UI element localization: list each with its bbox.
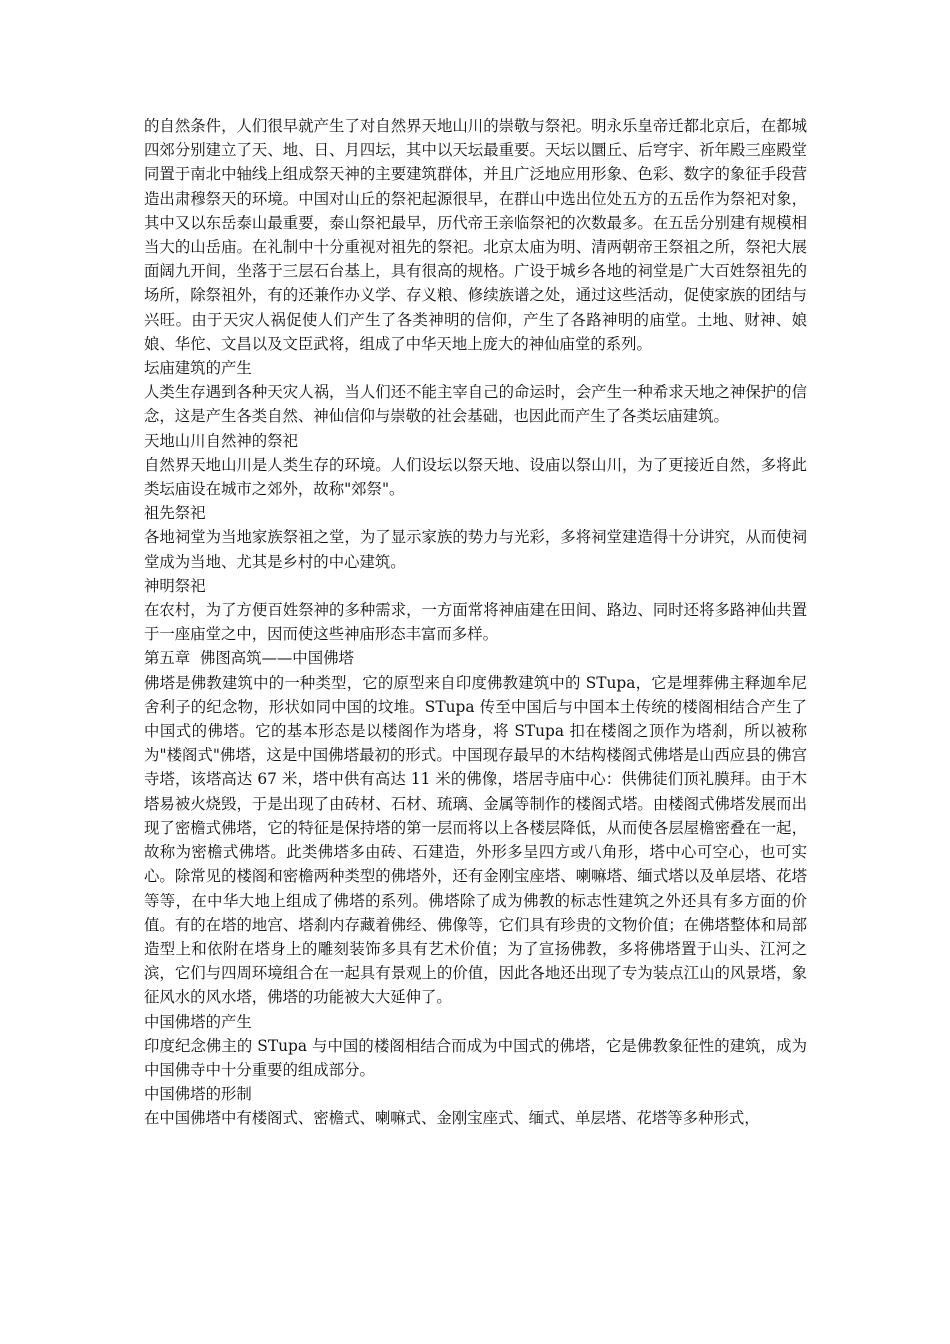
body-paragraph: 在中国佛塔中有楼阁式、密檐式、喇嘛式、金刚宝座式、缅式、单层塔、花塔等多种形式， [144,1109,760,1128]
body-paragraph: 在农村，为了方便百姓祭神的多种需求，一方面常将神庙建在田间、路边、同时还将多路神仙共置于一座庙堂之中，因而使这些神庙形态丰富而多样。 [144,601,807,644]
body-paragraph: 自然界天地山川是人类生存的环境。人们设坛以祭天地、设庙以祭山川，为了更接近自然，多将此类坛庙设在城市之郊外，故称"郊祭"。 [144,455,807,499]
body-paragraph: 印度纪念佛主的 STupa 与中国的楼阁相结合而成为中国式的佛塔，它是佛教象征性的建筑，成为中国佛寺中十分重要的组成部分。 [144,1036,807,1079]
body-paragraph: 各地祠堂为当地家族祭祖之堂，为了显示家族的势力与光彩，多将祠堂建造得十分讲究，从而使祠堂成为当地、尤其是乡村的中心建筑。 [144,528,807,571]
body-paragraph: 的自然条件，人们很早就产生了对自然界天地山川的崇敬与祭祀。明永乐皇帝迁都北京后，在都城四郊分别建立了天、地、日、月四坛，其中以天坛最重要。天坛以圜丘、后穹宇、祈年殿三座殿堂同置于南北中轴线上组成祭天神的主要建筑群体，并且广泛地应用形象、色彩、数字的象征手段营造出肃穆祭天的环境。中国对山丘的祭祀起源很早，在群山中选出位处五方的五岳作为祭祀对象，其中又以东岳泰山最重要，泰山祭祀最早，历代帝王亲临祭祀的次数最多。在五岳分别建有规模相当大的山岳庙。在礼制中十分重视对祖先的祭祀。北京太庙为明、清两朝帝王祭祖之所，祭祀大展面阔九开间，坐落于三层石台基上，具有很高的规格。广设于城乡各地的祠堂是广大百姓祭祖先的场所，除祭祖外，有的还兼作办义学、存义粮、修续族谱之处，通过这些活动，促使家族的团结与兴旺。由于天灾人祸促使人们产生了各类神明的信仰，产生了各路神明的庙堂。土地、财神、娘娘、华佗、文昌以及文臣武将，组成了中华天地上庞大的神仙庙堂的系列。 [144,117,807,353]
document-page [144,114,807,1131]
body-paragraph: 佛塔是佛教建筑中的一种类型，它的原型来自印度佛教建筑中的 STupa，它是埋葬佛主释迦牟尼舍利子的纪念物，形状如同中国的坟堆。STupa 传至中国后与中国本土传统的楼阁相结合产生了中国式的佛塔。它的基本形态是以楼阁作为塔身，将 STupa 扣在楼阁之顶作为塔刹，所以被称为"楼阁式"佛塔，这是中国佛塔最初的形式。中国现存最早的木结构楼阁式佛塔是山西应县的佛宫寺塔，该塔高达 67 米，塔中供有高达 11 米的佛像，塔居寺庙中心：供佛徒们顶礼膜拜。由于木塔易被火烧毁，于是出现了由砖材、石材、琉璃、金属等制作的楼阁式塔。由楼阁式佛塔发展而出现了密檐式佛塔，它的特征是保持塔的第一层而将以上各楼层降低，从而使各层屋檐密叠在一起，故称为密檐式佛塔。此类佛塔多由砖、石建造，外形多呈四方或八角形，塔中心可空心，也可实心。除常见的楼阁和密檐两种类型的佛塔外，还有金刚宝座塔、喇嘛塔、缅式塔以及单层塔、花塔等等，在中华大地上组成了佛塔的系列。佛塔除了成为佛教的标志性建筑之外还具有多方面的价值。有的在塔的地宫、塔刹内存藏着佛经、佛像等，它们具有珍贵的文物价值；在佛塔整体和局部造型上和依附在塔身上的雕刻装饰多具有艺术价值；为了宣扬佛教，多将佛塔置于山头、江河之滨，它们与四周环境组合在一起具有景观上的价值，因此各地还出现了专为装点江山的风景塔，象征风水的风水塔，佛塔的功能被大大延伸了。 [144,673,807,1007]
section-heading: 中国佛塔的形制 [144,1085,252,1104]
section-heading: 天地山川自然神的祭祀 [144,431,298,450]
section-heading: 神明祭祀 [144,576,206,595]
section-heading: 祖先祭祀 [144,504,206,523]
body-paragraph: 人类生存遇到各种天灾人祸，当人们还不能主宰自己的命运时，会产生一种希求天地之神保护的信念，这是产生各类自然、神仙信仰与崇敬的社会基础，也因此而产生了各类坛庙建筑。 [144,383,807,426]
chapter-heading: 第五章 佛图高筑——中国佛塔 [144,649,354,668]
section-heading: 中国佛塔的产生 [144,1012,252,1031]
section-heading: 坛庙建筑的产生 [144,359,252,378]
